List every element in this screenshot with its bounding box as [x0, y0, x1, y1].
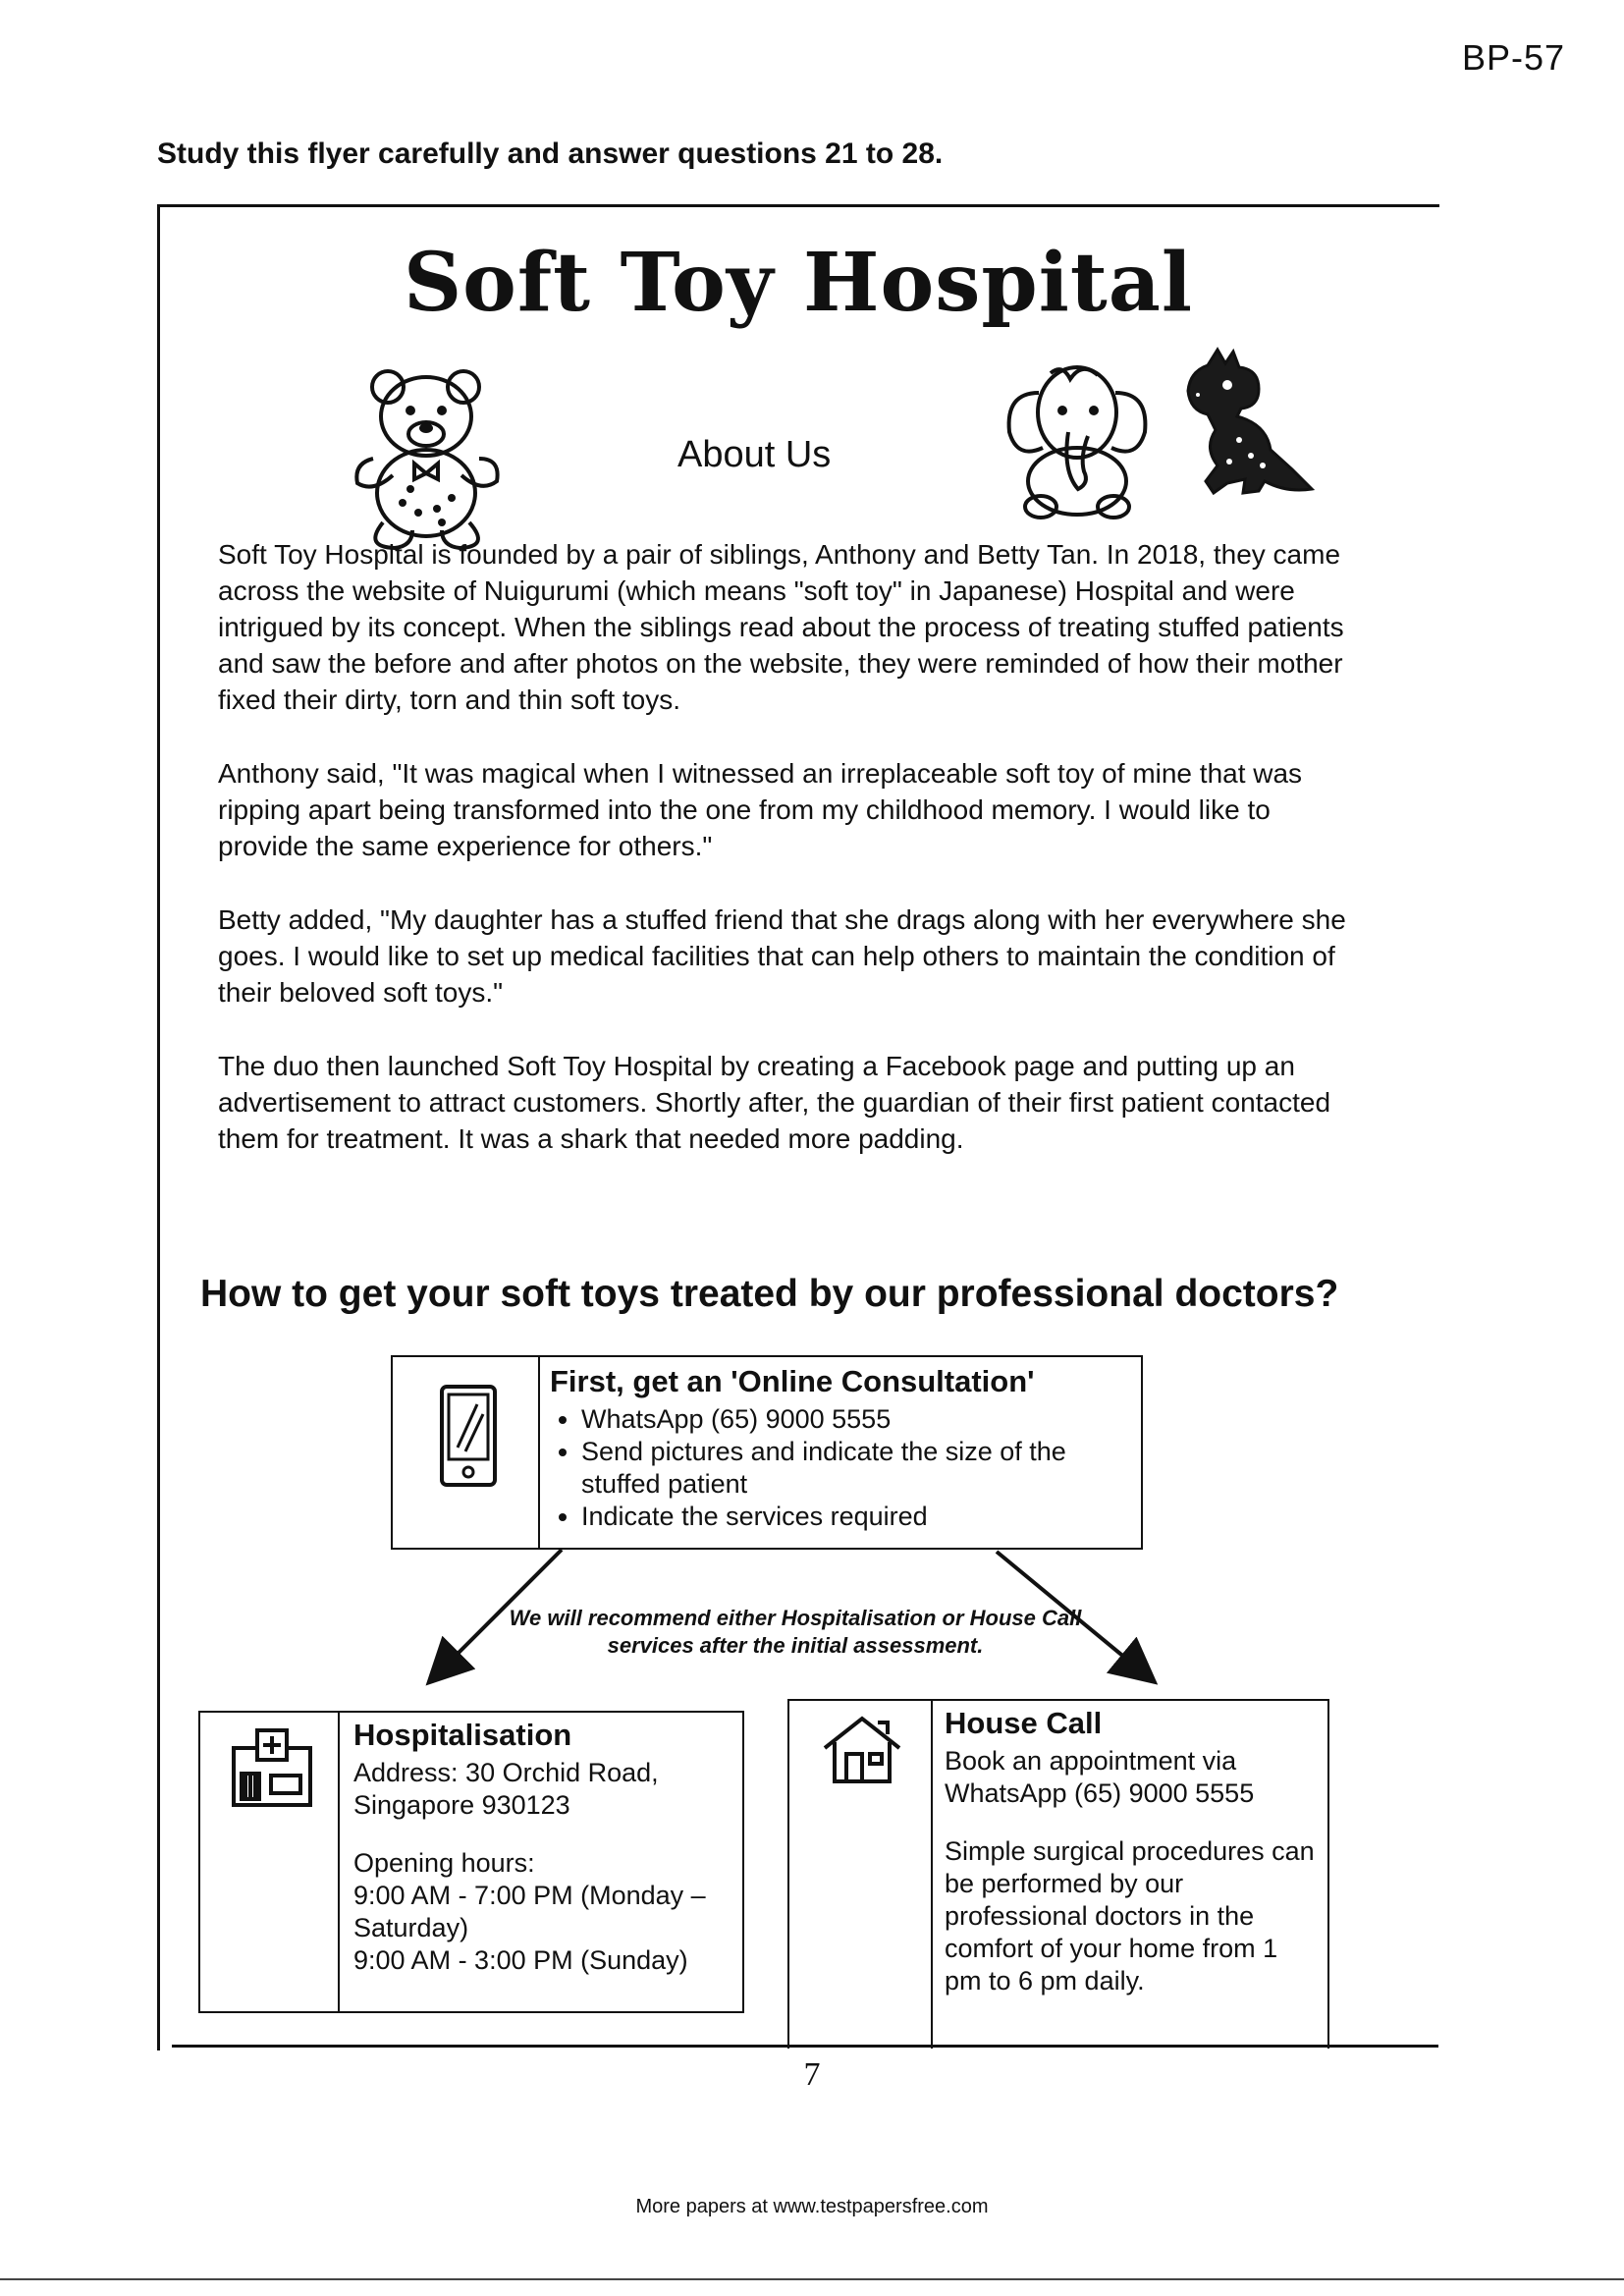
consultation-text [550, 1365, 1135, 1533]
consultation-bullet-whatsapp: • WhatsApp (65) 9000 5555 [581, 1403, 1135, 1436]
teddy-bear-icon [344, 365, 511, 552]
hospitalisation-box [198, 1711, 744, 2013]
consultation-bullet-pictures: • Send pictures and indicate the size of the stuffed patient [581, 1436, 1135, 1501]
house-call-box [787, 1699, 1329, 2049]
about-heading: About Us [677, 434, 832, 475]
opening-hours-sunday: 9:00 AM - 3:00 PM (Sunday) [353, 1945, 688, 1975]
consultation-icon-cell [393, 1357, 540, 1548]
consultation-bullet-services: • Indicate the services required [581, 1501, 1135, 1533]
consultation-box [391, 1355, 1143, 1550]
about-text [218, 536, 1347, 1194]
consultation-title: First, get an 'Online Consultation' [550, 1364, 1035, 1398]
dinosaur-icon [1168, 346, 1316, 503]
flyer-title: Soft Toy Hospital [403, 236, 1194, 330]
footer-rule [0, 2278, 1624, 2280]
flyer-border-top [157, 204, 1439, 207]
hospitalisation-icon-cell [200, 1713, 340, 2011]
page-code: BP-57 [1461, 37, 1565, 78]
hospitalisation-text [353, 1719, 738, 1977]
recommend-note: We will recommend either Hospitalisation or House Call services after the initial assessment. [509, 1606, 1082, 1658]
hospitalisation-title: Hospitalisation [353, 1718, 572, 1752]
instruction: Study this flyer carefully and answer questions 21 to 28. [157, 137, 944, 170]
opening-hours-weekday: 9:00 AM - 7:00 PM (Monday – Saturday) [353, 1881, 706, 1942]
house-call-title: House Call [945, 1706, 1103, 1740]
house-call-booking: Book an appointment via WhatsApp (65) 9000 5555 [945, 1746, 1255, 1808]
page-number: 7 [803, 2056, 821, 2093]
hospital-building-icon [230, 1726, 314, 1809]
paragraph-founding: Soft Toy Hospital is founded by a pair of siblings, Anthony and Betty Tan. In 2018, they came across the website of Nuigurumi (which means "soft toy" in Japanese) Hospital and were intrigued by its concept. When the siblings read about the process of treating stuffed patients and saw the before and after photos on the website, they were reminded of how their mother fixed their dirty, torn and thin soft toys. [218, 539, 1344, 715]
how-heading: How to get your soft toys treated by our professional doctors? [200, 1273, 1339, 1315]
hospitalisation-address: Address: 30 Orchid Road, Singapore 930123 [353, 1758, 659, 1820]
paragraph-launch: The duo then launched Soft Toy Hospital by creating a Facebook page and putting up an advertisement to attract customers. Shortly after, the guardian of their first patient contacted them for treatment. It was a shark that needed more padding. [218, 1051, 1331, 1154]
footer-text: More papers at www.testpapersfree.com [635, 2196, 989, 2217]
opening-hours-label: Opening hours: [353, 1848, 535, 1878]
house-call-text [945, 1707, 1318, 1997]
mobile-phone-icon [438, 1383, 499, 1489]
house-icon [821, 1715, 903, 1785]
elephant-icon [1003, 354, 1151, 520]
paragraph-betty-quote: Betty added, "My daughter has a stuffed friend that she drags along with her everywhere she goes. I would like to set up medical facilities that can help others to maintain the condition of their beloved soft toys." [218, 904, 1346, 1008]
house-call-icon-cell [789, 1701, 933, 2049]
flyer-border-left [157, 204, 160, 2050]
house-call-description: Simple surgical procedures can be performed by our professional doctors in the comfort of your home from 1 pm to 6 pm daily. [945, 1836, 1315, 1995]
paragraph-anthony-quote: Anthony said, "It was magical when I witnessed an irreplaceable soft toy of mine that was ripping apart being transformed into the one from my childhood memory. I would like to provide the same experience for others." [218, 758, 1303, 861]
